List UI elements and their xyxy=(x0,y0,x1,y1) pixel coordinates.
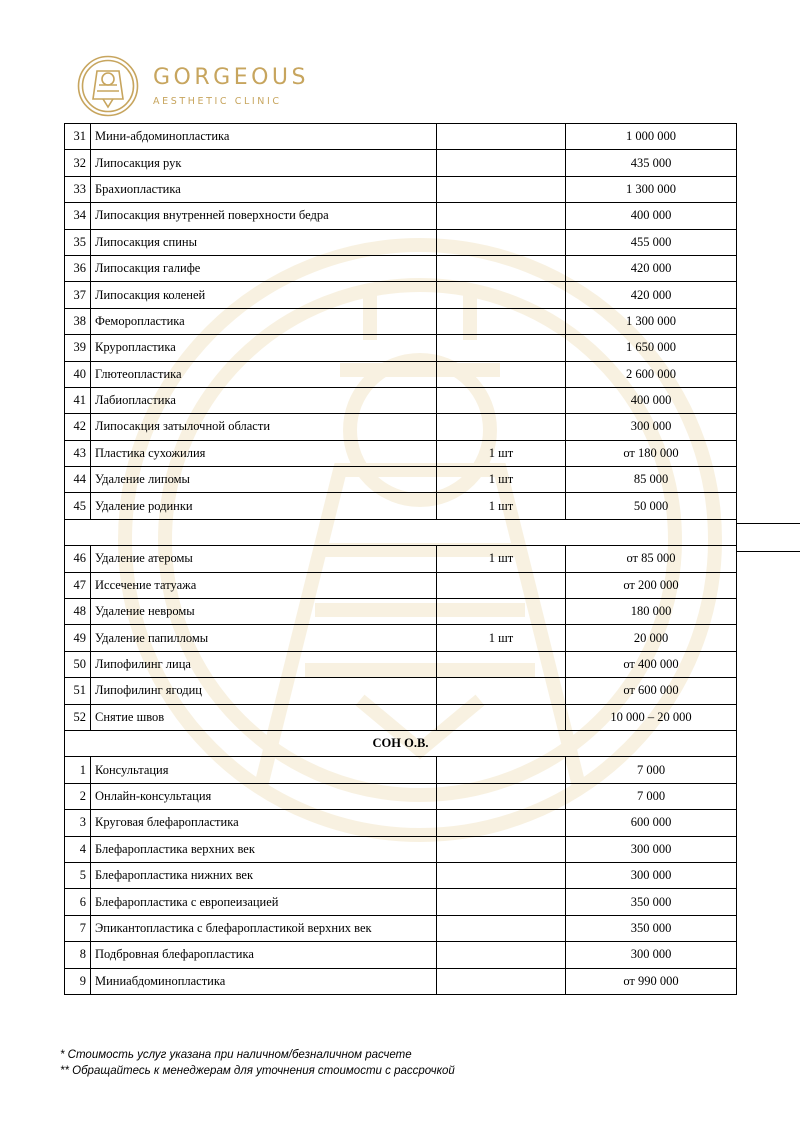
service-name: Липосакция спины xyxy=(91,229,437,255)
table-row xyxy=(65,968,737,994)
service-name: Лабиопластика xyxy=(91,387,437,413)
table-row xyxy=(65,440,737,466)
section-header-block xyxy=(65,730,737,756)
quantity: 1 шт xyxy=(437,467,566,493)
row-number: 52 xyxy=(65,704,91,730)
footnote-installment: ** Обращайтесь к менеджерам для уточнения стоимости с рассрочкой xyxy=(60,1065,455,1077)
table-row xyxy=(65,467,737,493)
service-name: Эпикантопластика с блефаропластикой верхних век xyxy=(91,915,437,941)
brand-subtitle: AESTHETIC CLINIC xyxy=(153,95,282,107)
table-row xyxy=(65,810,737,836)
table-row xyxy=(65,414,737,440)
service-price: от 200 000 xyxy=(566,572,737,598)
table-row xyxy=(65,625,737,651)
service-name: Консультация xyxy=(91,757,437,783)
quantity xyxy=(437,810,566,836)
table-row xyxy=(65,282,737,308)
service-name: Удаление папилломы xyxy=(91,625,437,651)
row-number: 2 xyxy=(65,783,91,809)
row-number: 49 xyxy=(65,625,91,651)
service-price: 435 000 xyxy=(566,150,737,176)
table-row xyxy=(65,862,737,888)
quantity xyxy=(437,335,566,361)
row-number: 3 xyxy=(65,810,91,836)
quantity: 1 шт xyxy=(437,546,566,572)
service-price: от 180 000 xyxy=(566,440,737,466)
table-row xyxy=(65,493,737,519)
service-name: Брахиопластика xyxy=(91,176,437,202)
row-number: 50 xyxy=(65,651,91,677)
row-number: 8 xyxy=(65,942,91,968)
table-row xyxy=(65,783,737,809)
row-number: 9 xyxy=(65,968,91,994)
row-number: 44 xyxy=(65,467,91,493)
service-price: от 85 000 xyxy=(566,546,737,572)
brand-name: GORGEOUS xyxy=(153,64,309,90)
quantity xyxy=(437,308,566,334)
table-row xyxy=(65,546,737,572)
service-price: от 990 000 xyxy=(566,968,737,994)
row-number: 51 xyxy=(65,678,91,704)
section-title: СОН О.В. xyxy=(65,730,737,756)
service-price: от 600 000 xyxy=(566,678,737,704)
table-row xyxy=(65,203,737,229)
service-price: 350 000 xyxy=(566,915,737,941)
service-name: Липосакция внутренней поверхности бедра xyxy=(91,203,437,229)
service-name: Удаление родинки xyxy=(91,493,437,519)
service-price: 300 000 xyxy=(566,942,737,968)
quantity xyxy=(437,150,566,176)
row-number: 7 xyxy=(65,915,91,941)
service-price: 7 000 xyxy=(566,783,737,809)
quantity xyxy=(437,387,566,413)
service-price: 350 000 xyxy=(566,889,737,915)
service-price: 1 300 000 xyxy=(566,176,737,202)
service-name: Удаление невромы xyxy=(91,599,437,625)
quantity xyxy=(437,915,566,941)
table-row xyxy=(65,704,737,730)
service-price: 420 000 xyxy=(566,282,737,308)
service-price: 300 000 xyxy=(566,414,737,440)
row-number: 31 xyxy=(65,124,91,150)
service-name: Удаление атеромы xyxy=(91,546,437,572)
service-price: 400 000 xyxy=(566,387,737,413)
table-row xyxy=(65,124,737,150)
quantity xyxy=(437,229,566,255)
price-rows-a xyxy=(65,124,737,520)
quantity xyxy=(437,862,566,888)
table-row xyxy=(65,150,737,176)
service-price: 10 000 – 20 000 xyxy=(566,704,737,730)
service-name: Онлайн-консультация xyxy=(91,783,437,809)
quantity xyxy=(437,255,566,281)
service-price: 85 000 xyxy=(566,467,737,493)
service-name: Липофилинг лица xyxy=(91,651,437,677)
service-name: Липосакция коленей xyxy=(91,282,437,308)
service-name: Круропластика xyxy=(91,335,437,361)
clinic-logo xyxy=(77,55,309,117)
service-price: 300 000 xyxy=(566,836,737,862)
quantity xyxy=(437,124,566,150)
quantity xyxy=(437,361,566,387)
quantity xyxy=(437,572,566,598)
blank-row xyxy=(65,519,737,545)
table-row xyxy=(65,387,737,413)
service-price: от 400 000 xyxy=(566,651,737,677)
row-number: 5 xyxy=(65,862,91,888)
row-number: 1 xyxy=(65,757,91,783)
table-row xyxy=(65,836,737,862)
service-name: Глютеопластика xyxy=(91,361,437,387)
quantity xyxy=(437,836,566,862)
row-number: 46 xyxy=(65,546,91,572)
service-name: Липофилинг ягодиц xyxy=(91,678,437,704)
row-number: 39 xyxy=(65,335,91,361)
price-rows-c xyxy=(65,757,737,995)
table-row xyxy=(65,757,737,783)
row-number: 42 xyxy=(65,414,91,440)
table-row xyxy=(65,255,737,281)
service-name: Удаление липомы xyxy=(91,467,437,493)
service-name: Липосакция галифе xyxy=(91,255,437,281)
service-name: Снятие швов xyxy=(91,704,437,730)
table-row xyxy=(65,915,737,941)
row-number: 4 xyxy=(65,836,91,862)
row-number: 34 xyxy=(65,203,91,229)
service-price: 1 000 000 xyxy=(566,124,737,150)
row-number: 45 xyxy=(65,493,91,519)
service-name: Подбровная блефаропластика xyxy=(91,942,437,968)
service-name: Миниабдоминопластика xyxy=(91,968,437,994)
service-price: 400 000 xyxy=(566,203,737,229)
separator-block xyxy=(65,519,737,545)
service-price: 1 300 000 xyxy=(566,308,737,334)
footnote-payment: * Стоимость услуг указана при наличном/безналичном расчете xyxy=(60,1049,412,1061)
service-name: Иссечение татуажа xyxy=(91,572,437,598)
service-price: 7 000 xyxy=(566,757,737,783)
row-number: 47 xyxy=(65,572,91,598)
table-row xyxy=(65,942,737,968)
service-price: 180 000 xyxy=(566,599,737,625)
quantity xyxy=(437,203,566,229)
row-number: 43 xyxy=(65,440,91,466)
quantity xyxy=(437,282,566,308)
table-row xyxy=(65,229,737,255)
quantity xyxy=(437,678,566,704)
row-number: 6 xyxy=(65,889,91,915)
row-number: 48 xyxy=(65,599,91,625)
row-number: 38 xyxy=(65,308,91,334)
quantity: 1 шт xyxy=(437,440,566,466)
service-price: 420 000 xyxy=(566,255,737,281)
quantity xyxy=(437,968,566,994)
service-price: 20 000 xyxy=(566,625,737,651)
service-name: Пластика сухожилия xyxy=(91,440,437,466)
row-number: 41 xyxy=(65,387,91,413)
table-row xyxy=(65,889,737,915)
table-row xyxy=(65,651,737,677)
service-name: Липосакция затылочной области xyxy=(91,414,437,440)
separator-line-top xyxy=(736,523,800,524)
quantity xyxy=(437,889,566,915)
service-name: Блефаропластика с европеизацией xyxy=(91,889,437,915)
table-row xyxy=(65,678,737,704)
quantity xyxy=(437,651,566,677)
pharaoh-emblem-icon xyxy=(77,55,139,117)
service-price: 2 600 000 xyxy=(566,361,737,387)
service-name: Мини-абдоминопластика xyxy=(91,124,437,150)
row-number: 36 xyxy=(65,255,91,281)
row-number: 33 xyxy=(65,176,91,202)
quantity xyxy=(437,176,566,202)
price-rows-b xyxy=(65,546,737,731)
service-name: Круговая блефаропластика xyxy=(91,810,437,836)
row-number: 32 xyxy=(65,150,91,176)
section-row xyxy=(65,730,737,756)
table-row xyxy=(65,361,737,387)
footnotes xyxy=(60,1047,455,1079)
table-row xyxy=(65,572,737,598)
quantity: 1 шт xyxy=(437,493,566,519)
quantity xyxy=(437,599,566,625)
service-price: 455 000 xyxy=(566,229,737,255)
table-row xyxy=(65,308,737,334)
quantity xyxy=(437,757,566,783)
quantity xyxy=(437,942,566,968)
service-price: 300 000 xyxy=(566,862,737,888)
row-number: 40 xyxy=(65,361,91,387)
quantity xyxy=(437,414,566,440)
table-row xyxy=(65,599,737,625)
price-table xyxy=(64,123,737,995)
row-number: 37 xyxy=(65,282,91,308)
table-row xyxy=(65,335,737,361)
quantity xyxy=(437,783,566,809)
service-name: Блефаропластика верхних век xyxy=(91,836,437,862)
table-row xyxy=(65,176,737,202)
blank-cell xyxy=(65,519,737,545)
service-price: 600 000 xyxy=(566,810,737,836)
row-number: 35 xyxy=(65,229,91,255)
service-price: 1 650 000 xyxy=(566,335,737,361)
separator-line-bottom xyxy=(736,551,800,552)
quantity xyxy=(437,704,566,730)
service-price: 50 000 xyxy=(566,493,737,519)
service-name: Феморопластика xyxy=(91,308,437,334)
quantity: 1 шт xyxy=(437,625,566,651)
service-name: Липосакция рук xyxy=(91,150,437,176)
service-name: Блефаропластика нижних век xyxy=(91,862,437,888)
